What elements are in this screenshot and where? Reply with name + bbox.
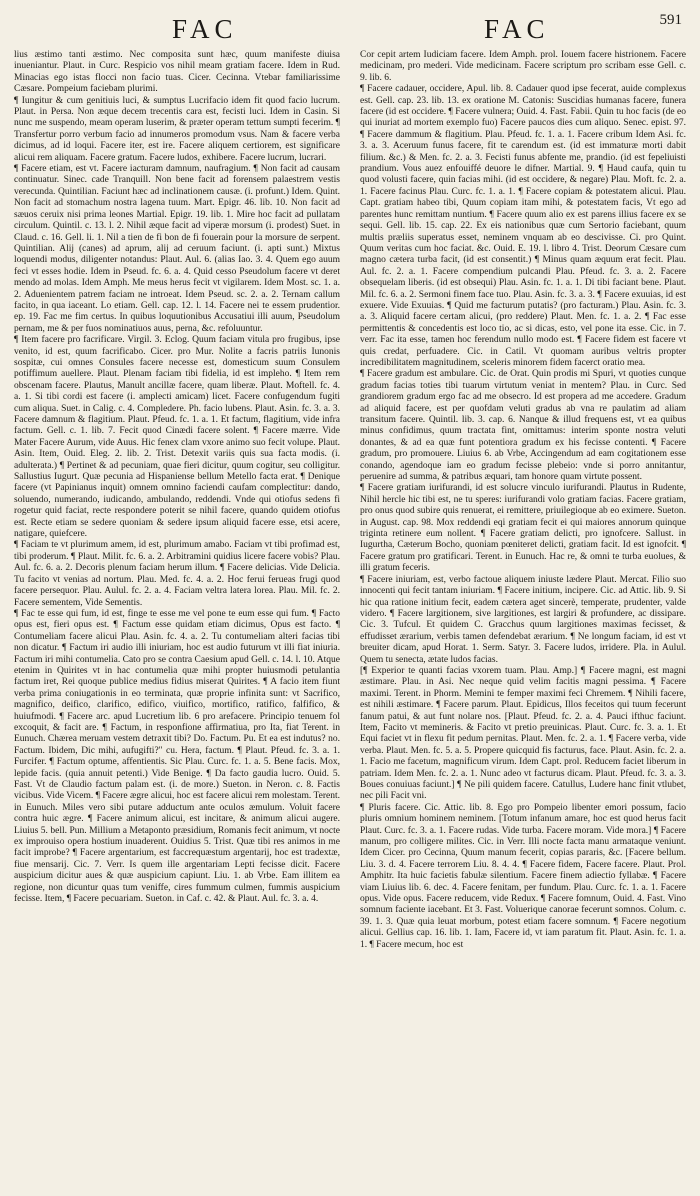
right-column (360, 50, 686, 951)
running-head-left: FAC (172, 14, 238, 44)
right-paragraph: ¶ Facere cadauer, occidere, Apul. lib. 8. Cadauer quod ipse fecerat, auide complexus est. Gell. cap. 23. lib. 13. ex oratione M. Catonis: Suscidias humanas facere, funera facere (id est occidere. ¶ Facere vulnera; Ouid. 4. Fast. Fabii. Quin tu hoc facis (de eo qui inuriat ad mortem exemplo fuo) Facere paucos dies cum aliquo. Senec. epist. 97. ¶ Facere dammum & flagitium. Plau. Pfeud. fc. 1. a. 1. Facere cribum Idem Asi. fc. 3. a. 3. Aceruum funus facere, fit te carendum est. (id est immaturæ morti dabit filium. &c.) & Men. fc. 2. a. 3. Fecisti funus abfente me, prandio. (id est fepeliuisti prandium. Vous auez enfouiffé deuore le difner. Martial. 9. ¶ Haud caufa, quin tu quod volusti facere, quin facias mihi. (id est occidere, & negare) Plau. Moft. fc. 2. a. 1. Facere facinus Plau. Curc. fc. 1. a. 1. ¶ Facere copiam & potestatem alicui. Plau. Capt. gratiam habeo tibi, Quum copiam itam mihi, & potestatem facis, Vt ego ad parentes hunc remittam nuntium. ¶ Facere quum alio ex est parens illius facere ex se sequi. Gell. lib. 15. cap. 22. Ex eis nationibus quæ cum Sertorio faciebant, quum multis præliis superatus esset, neminem vnquam ab eo descivisse. Ci. pro Quint. Quum veritas cum hoc faciat. &c. Ouid. E. 19. l. libro 4. Trist. Deorum Cæsare cum magno cætera turba facit, (id est consentit.) ¶ Minus quam æquum erat fecit. Plau. Aul. fc. 2. a. 1. Facere compendium pulcandi Plau. Pfeud. fc. 3. a. 2. Facere obsequelam liberis. (id est obsequi) Plau. Asin. fc. 1. a. 1. Di tibi faciant bene. Plaut. Mil. fc. 6. a. 2. Sermoni finem face tuo. Plau. Asin. fc. 3. a. 3. ¶ Facere exuuias, id est exuere. Vide Exuuias. ¶ Quid me facturum putatis? (pro facturam.) Plau. Asin. fc. 3. a. 3. Aliquid facere certam alicui, (pro reddere) Plaut. Men. fc. 1. a. 2. ¶ Fac esse permittentis & concedentis est loco tio, ac si dicas, esto, vel pone ita esse. Cic. in 7. verr. Fac ita esse, tamen hoc ferendum nullo modo est. ¶ Facere fidem est facere vt quis credat, perfuadere. Cic. in Catil. Vt quomam auribus veltris propter incredibilitatem magnitudinem, sceleris minorem fidem facerct oratio mea. (360, 84, 686, 368)
page-number: 591 (659, 12, 682, 28)
text-columns (14, 50, 686, 951)
left-paragraph: ¶ Iungitur & cum genitiuis luci, & sumptus Lucrifacio idem fit quod facio lucrum. Plaut. in Persa. Non æque decem trecentis cara est, fecisti luci. Idem in Casin. Si nunc me suspendo, meam operam luserim, & præter operam tettum sumpti fecerim. ¶ Transfertur porro verbum facio ad innumeros promodum vsus. Nam & facere verba dicimus, ad id loqui. Facere iter, est ire. Facere aliquem certiorem, est significare alicui rem aliquam. Facere gratum. Facere ludos, exhibere. Facere lucrum, lucrari. (14, 95, 340, 163)
running-head-right: FAC (484, 14, 550, 44)
page-header (14, 10, 686, 50)
right-paragraph: [¶ Experior te quanti facias vxorem tuam. Plau. Amp.] ¶ Facere magni, est magni æstimare. Plau. in Asi. Nec neque quid velim facitis magni pessima. ¶ Facere maximi. Terent. in Phorm. Memini te femper maximi feci Chremem. ¶ Nihili facere, est nihili æstimare. ¶ Facere parum. Plaut. Epidicus, Illos feceitos qui tuum fecerunt fanum patui, & aut funt nolare nos. [Plaut. Pfeud. fc. 2. a. 4. Pauci ifthuc faciunt. Item, Facito vt memineris. & Facito vt pretio preuinicas. Plaut. Curc. fc. 3. a. 1. Et Equi faciet vt in flexu fit pedum pernitas. Plaut. Men. fc. 2. a. 1. ¶ Facere verba, vide verba. Plaut. Men. fc. 5. a. 5. Propere quicquid fis facturus, face. Plaut. Asin. fc. 2. a. 1. Facio me facetum, magnificum virum. Idem Capt. prol. Reducem faciet liberum in patriam. Idem Men. fc. 2. a. 1. Nunc adeo vt facturus dicam. Plaut. Pfeud. fc. 3. a. 3. Boues conuiuas faciunt.] ¶ Ne pili quidem facere. Catullus, Ludere hanc finit vtlubet, nec pili Facit vni. (360, 665, 686, 802)
right-paragraph: ¶ Pluris facere. Cic. Attic. lib. 8. Ego pro Pompeio libenter emori possum, facio pluris omnium hominem neminem. [Totum infanum amare, hoc est quod herus facit Plaut. Curc. fc. 3. a. 1. Facere rudas. Vide turba. Facere moram. Vide mora.] ¶ Facere manum, pro colligere milites. Cic. in Verr. Illi nocte facta manu armataque veniunt. Idem Cicer. pro Cecinna, Quum manum fecerit, copias pararis, &c. [Facere bellum. Liu. 3. d. 4. Facere terrorem Liu. 8. 4. 4. ¶ Facere fidem, Facere facere. Plaut. Prol. Amphitr. Ita huic facietis fabulæ silentium. Facere finem adiectio fyllabæ. ¶ Facere viam Liuius lib. 6. dec. 4. Facere fenitam, per fundum. Plau. Curc. fc. 1. a. 1. Facere opus. Vide opus. Facere reducem, vide Redux. ¶ Facere fomnum, Ouid. 4. Fast. Vino somnum faciente iacebant. Et 3. Fast. Voluerique canorae fecerunt somnos. Colum. c. 39. 1. 3. Quæ quia leuat morbum, potest etiam facere somnum. ¶ Facere negotium alicui. Gellius cap. 16. lib. 1. Iam, Facere id, vt iam paratum fit. Plaut. Asin. fc. 1. a. 1. ¶ Facere mecum, hoc est (360, 802, 686, 950)
left-paragraph: ¶ Item facere pro facrificare. Virgil. 3. Eclog. Quum faciam vitula pro frugibus, ipse venito, id est, quum facrificabo. Cicer. pro Mur. Nolite a facris patriis Iunonis sospitæ, cui omnes Consules facere necesse est, domesticum suum Consulem potiffimum auellere. Plaut. Plenam faciam tibi fidelia, id est impleho. ¶ Item rem obscenam facere. Plautus, Manult ancillæ facere, quam liberæ. Plaut. Moftell. fc. 4. a. 1. Si tibi cordi est facere (i. amplecti amicam) licet. Facere confugendum fugiti cum aliqua. Suet. in Calig. c. 4. Compledere. Ph. facio lubens. Plaut. Asin. fc. 3. a. 3. Facere damnum & flagitium. Plaut. Pfeud. fc. 1. a. 1. Et factum, flagitium, vide infra factum. Gell. c. 1. lib. 7. Fecit quod Cinædi facere solent. ¶ Facere mærre. Vide Mater Facere Aurum, vide Auus. Hic fenex clam vxore animo suo fecit volupe. Plaut. Asin. Item, Ouid. Eleg. 2. lib. 2. Trist. Detexit variis quis sua facta modis. (i. adulterata.) ¶ Pertinet & ad pecuniam, quae fieri dicitur, quum cogitur, seu colligitur. Sallustius Iugurt. Quæ pecunia ad Hispaniense bellum Metello facta erat. ¶ Denique facere (vt Papinianus inquit) omnem omnino faciendi caufam complectitur: dando, soluendo, numerando, iudicando, ambulando, reddendi. Vnde qui otiofus sedens fi rogetur quid faciat, recte respondere poterit se nihil facere, quando quidem otiofus est. Recte etiam se sedere quoniam & sedere ipsum aliquid facere esse, etsi acere, natigare, quiefcere. (14, 335, 340, 540)
left-paragraph: ¶ Fac te esse qui fum, id est, finge te esse me vel pone te eum esse qui fum. ¶ Facto opus est, fieri opus est. ¶ Factum esse quidam etiam dicimus, Opus est facto. ¶ Contumeliam facere alicui Plau. Asin. fc. 4. a. 2. Tu contumeliam alteri facias tibi non dicatur. ¶ Factum iri audio illi iniuriam, hoc est audio futurum vt illi fiat iniuria. Factum iri mihi contumelia. Cato pro se contra Caesium apud Gell. c. 14. l. 10. Atque etenim in Quirites vt in hac contumelia quæ mihi propter huiusmodi petulantia factum iret, Rei quoque publice medius fidius miserat Quirites. ¶ A facio item fiunt verba prima coniugationis in eo terminata, quæ proprie infinita sunt: vt Sacrifico, magnifico, deifico, clarifico, edifico, viuifico, mortifico, ratifico, falfifico, & huiufmodi. ¶ Facere arc. apud Lucretium lib. 6 pro arefacere. Principio tenuem fol excoquit, & facit are. ¶ Factum, in responfione affirmatiua, pro Ita, fiat Terent. in Eunuch. Chærea meruam vestem detraxit tibi? Do. Factum. Pu. Et ea est indutus? no. Factum. Ibidem, Dic mihi, aufugifti?" cu. Hera, factum. ¶ Plaut. Pfeud. fc. 3. a. 1. Furcifer. ¶ Factum optume, affentientis. Sic Plau. Curc. fc. 1. a. 5. Bene facis. Mox, lepide facis. (quia annuit petenti.) Vide Benige. ¶ Da facto gaudia lucro. Ouid. 5. Fast. Vt de Claudio factum palam est. (i. de more.) Sueton. in Neron. c. 8. Factis vicibus. Vide Vicem. ¶ Facere ægre alicui, hoc est facere alicui rem molestam. Terent. in Eunuch. Miles vero sibi putare adductum ante oculos æmulum. Voluit facere contra huic ægre. ¶ Facere animum alicui, est incitare, & animum alicui augere. Liuius 5. bell. Pun. Millium a Metaponto præsidium, Romanis fecit animum, vt nocte ex improuiso opera hostium inuaderent. Ouidius 5. Trist. Quæ tibi res animos in me facit improbe? ¶ Facere argentarium, est faccrequæstum argentarij, hoc est tradextæ, fiue mensarij. Cic. 7. Verr. Is quem ille argentariam Lepti fecisse dicit. Facere auspicium dicitur aues & quæ auspicium capiunt. Liu. 1. ab Vrbe. Eam illitem ea regione, non dicuntur quas tum veniffe, cires fummum culmen, fummis auspicium fecisse. Item, ¶ Facere pecuariam. Sueton. in Caf. c. 42. & Plaut. Aul. fc. 3. a. 4. (14, 608, 340, 905)
left-paragraph: ¶ Faciam te vt plurimum amem, id est, plurimum amabo. Faciam vt tibi profimad est, tibi proderum. ¶ Plaut. Milit. fc. 6. a. 2. Arbitramini quidius licere facere vobis? Plau. Aul. fc. 6. a. 2. Decoris plenum faciam herum illum. ¶ Facere delicias. Vide Delicia. Tu facito vt venias ad nortum. Plau. Med. fc. 4. a. 2. Hoc ferui ferueas frugi quod facere persequor. Plau. Aulul. fc. 2. a. 4. Faciam veltra latera lorea. Plau. Mil. fc. 2. Facere sementem, Vide Sementis. (14, 540, 340, 608)
left-column (14, 50, 340, 951)
right-paragraph: ¶ Facere gradum est ambulare. Cic. de Orat. Quin prodis mi Spuri, vt quoties cunque gradum facias toties tibi tuarum virtutum veniat in mentem? Plau. in Curc. Sed grandiorem gradum ergo fac ad me obsecro. Id est propera ad me accedere. Gradum ad aliquid facere, est per quofdam veluti gradus ab vna re paulatim ad aliam transitum facere. Quintil. lib. 3. cap. 6. Nanque & illud frequens est, vt ea quibus minus confidimus, quum tractata fint, omittamus: interim sponte nostra veluti donantes, & ad ea quæ funt potentiora gradum ex his fecisse contenti. ¶ Facere gradum, pro promouere. Liuius 6. ab Vrbe, Accingendum ad eam cogitationem esse conando, agendoque iam eo gradum fecisse plebeio: vnde si porro annitantur, peruenire ad summa, & patribus æquari, tam honore quam virtute possent. (360, 369, 686, 483)
left-paragraph: ¶ Facere etiam, est vt. Facere iacturam damnum, naufragium. ¶ Non facit ad causam continuatur. Sinec. cade Tranquill. Non bene facit ad forensem palaestrem vestis verecunda. Quintilian. Faciunt hæc ad inclinationem causæ. (i. profunt.) Idem. Quint. Non facit ad stomachum nostra lagena tuum. Mart. Epigr. 46. lib. 10. Non facit ad sæuos ceruix nisi prima leones Martial. Epigr. 19. lib. 1. Mire hoc facit ad pullatam circulum. Quintil. c. 13. l. 2. Nihil æque facit ad viperæ morsum (i. prodest) Suet. in Claud. c. 16. Gell. li. 1. Nil a tien de fi bon de fi fouerain pour la morsure de serpent. Quintilian. Alij (canes) ad aprum, alij ad ceruum faciunt. (i. apti sunt.) Mixtus loquendi modus, diligenter notandus: Plaut. Aul. 6. (alias Iao. 3. 4. Quem ego auum feci vt esses hodie. Idem in Pseud. fc. 6. a. 4. Quid cesso Pseudolum facere vt deret mendo ad molas. Idem Amph. Me meus herus fecit vt vigilarem. Idem Most. sc. 1. a. 2. Aduenientem patrem faciam ne introeat. Idem Pseud. sc. 2. a. 2. Ternam callum facito, in qua iaceant. Lo etiam. Gell. cap. 12. l. 14. Facere nei te essem prudentior. ep. 19. Fac me fim certus. In quibus loquutionibus Accusatiui illi auum, Pseudolum pernam, me & per fuos nominatiuos auus, perna, &c. refoluuntur. (14, 164, 340, 334)
right-paragraph: Cor cepit artem Iudiciam facere. Idem Amph. prol. Iouem facere histrionem. Facere medicinam, pro mederi. Vide medicinam. Facere scriptum pro scribam esse Gell. c. 9. lib. 6. (360, 50, 686, 83)
right-paragraph: ¶ Facere gratiam iurifurandi, id est solucre vinculo iurifurandi. Plautus in Rudente, Nihil hercle hic tibi est, ne tu speres: iurifurandi volo gratiam facias. Facere gratiam, pro onus quod subire quis renuerat, ei remittere, priuilegioque ab eo eximere. Sueton. in August. cap. 98. Mox reddendi eqi gratiam fecit ei qui maiores annorum quinque triginta retinere eum nollent. ¶ Facere gratiam delicti, pro ignofcere. Sallust. in Iugurtha, Cæterum Bocho, quoniam pœniteret delicti, gratiam facit. Id est ignofcit. ¶ Facere gratum pro gratificari. Terent. in Eunuch. Hac re, & omni te turba euolues, & illi gratum feceris. (360, 483, 686, 574)
left-paragraph: lius æstimo tanti æstimo. Nec composita sunt hæc, quum manifeste diuisa inueniantur. Plaut. in Curc. Respicio vos nihil meam gratiam facere. Idem in Rud. Minacias ego istas flocci non facio tuas. Cicer. Cecinna. Vtebar familiarissime Cæsare. Pompeium faciebam plurimi. (14, 50, 340, 95)
right-paragraph: ¶ Facere iniuriam, est, verbo factoue aliquem iniuste lædere Plaut. Mercat. Filio suo innocenti qui fecit tantam iniuriam. ¶ Facere initium, incipere. Cic. ad Attic. lib. 9. Si hic qua ratione initium fecit, eadem cætera aget sincerè, temperate, prudenter, valde videro. ¶ Facere largitionem, sive largitiones, est largiri & profundere, ac dissipare. Cic. 3. Tufcul. Et quidem C. Gracchus quum largitiones maximas fecisset, & effudisset ærarium, verbis tamen defendebat ærarium. ¶ Ne longum faciam, id est vt breuiter dicam, apud Horat. 1. Serm. Satyr. 3. Facere ludos, irridere. Pla. in Aulul. Quem tu senecta, ætate ludos facias. (360, 574, 686, 665)
